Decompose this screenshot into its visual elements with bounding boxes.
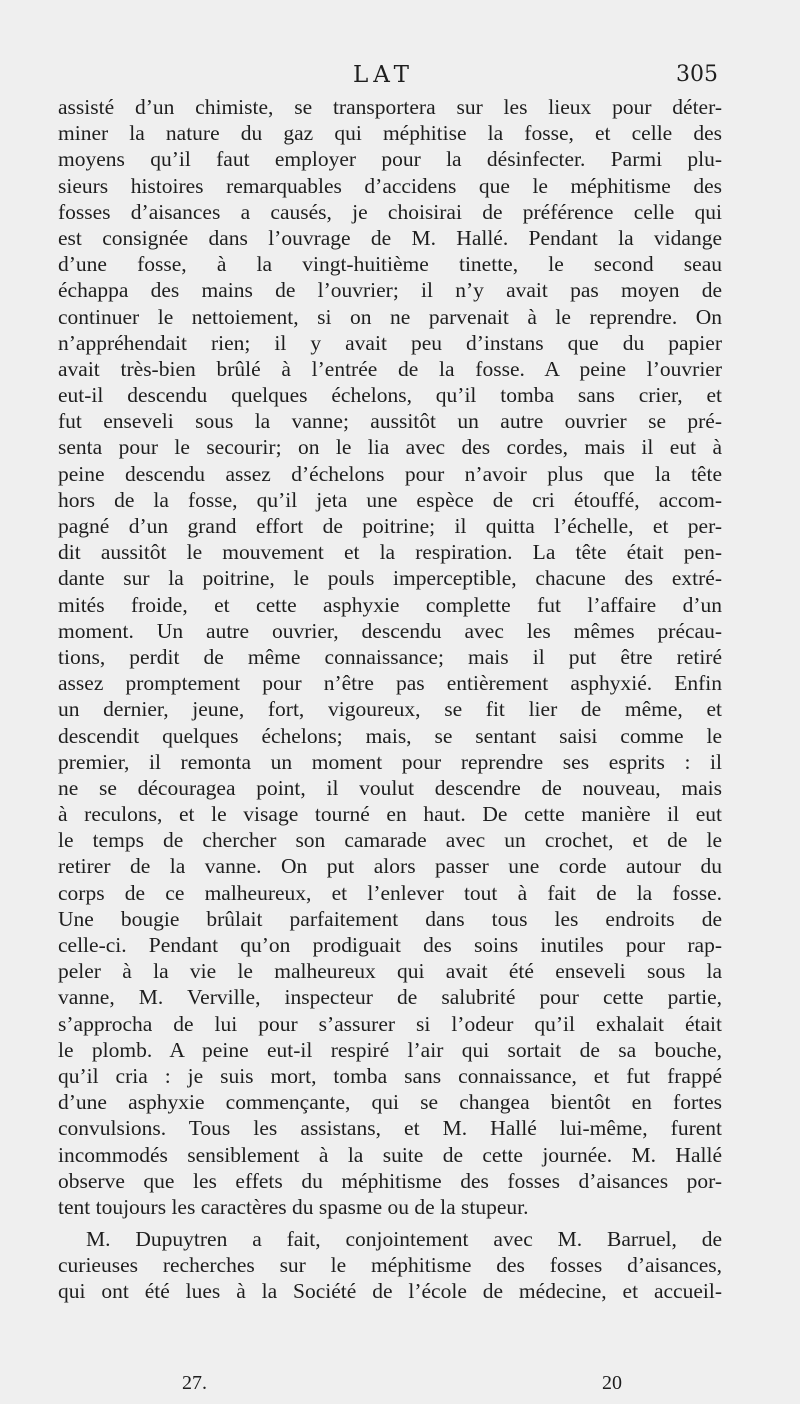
text-line: curieuses recherches sur le méphitisme des fosses d’aisances, [58,1253,722,1278]
text-line: pagné d’un grand effort de poitrine; il quitta l’échelle, et per- [58,514,722,538]
text-line: n’appréhendait rien; il y avait peu d’instans que du papier [58,330,722,355]
text-line: Une bougie brûlait parfaitement dans tous les endroits de [58,906,722,931]
text-line: d’une asphyxie commençante, qui se changea bientôt en fortes [58,1090,722,1115]
running-head-title: LAT [353,62,414,88]
page-number: 305 [676,62,718,87]
text-line: dante sur la poitrine, le pouls imperceptible, chacune des extré- [58,566,722,591]
text-line: descendit quelques échelons; mais, se sentant saisi comme le [58,723,722,748]
text-line: assez promptement pour n’être pas entièrement asphyxié. Enfin [58,671,722,696]
running-head [0,62,800,92]
text-line: hors de la fosse, qu’il jeta une espèce de cri étouffé, accom- [58,487,722,512]
text-line: sieurs histoires remarquables d’accidens que le méphitisme des [58,173,722,198]
text-line: mités froide, et cette asphyxie complette fut l’affaire d’un [58,592,722,617]
text-line: eut-il descendu quelques échelons, qu’il tomba sans crier, et [58,383,722,408]
text-line: peler à la vie le malheureux qui avait été enseveli sous la [58,959,722,984]
text-line: observe que les effets du méphitisme des fosses d’aisances por- [58,1168,722,1193]
text-line: qu’il cria : je suis mort, tomba sans connaissance, et fut frappé [58,1063,722,1088]
text-line: retirer de la vanne. On put alors passer une corde autour du [58,854,722,879]
text-line: un dernier, jeune, fort, vigoureux, se fit lier de même, et [58,697,722,722]
text-line: moyens qu’il faut employer pour la désinfecter. Parmi plu- [58,147,722,172]
body-text [58,94,722,1305]
text-line: senta pour le secourir; on le lia avec des cordes, mais il eut à [58,435,722,460]
text-line: continuer le nettoiement, si on ne parvenait à le reprendre. On [58,304,722,329]
paragraph [58,94,722,1220]
text-line: le plomb. A peine eut-il respiré l’air qui sortait de sa bouche, [58,1037,722,1062]
text-line: M. Dupuytren a fait, conjointement avec M. Barruel, de [86,1227,722,1252]
text-line: ne se découragea point, il voulut descendre de nouveau, mais [58,775,722,800]
text-line: fut enseveli sous la vanne; aussitôt un autre ouvrier se pré- [58,409,722,434]
text-line: d’une fosse, à la vingt-huitième tinette, le second seau [58,252,722,277]
text-line: celle-ci. Pendant qu’on prodiguait des soins inutiles pour rap- [58,933,722,957]
text-line: incommodés sensiblement à la suite de cette journée. M. Hallé [58,1142,722,1167]
text-line: qui ont été lues à la Société de l’école de médecine, et accueil- [58,1279,722,1304]
text-line: moment. Un autre ouvrier, descendu avec les mêmes précau- [58,618,722,643]
page-footer [0,1372,800,1398]
text-line: premier, il remonta un moment pour reprendre ses esprits : il [58,749,722,774]
text-line: à reculons, et le visage tourné en haut. De cette manière il eut [58,802,722,827]
text-line: corps de ce malheureux, et l’enlever tout à fait de la fosse. [58,880,722,905]
text-line: le temps de chercher son camarade avec un crochet, et de le [58,828,722,853]
text-line: dit aussitôt le mouvement et la respiration. La tête était pen- [58,540,722,565]
text-line: avait très-bien brûlé à l’entrée de la fosse. A peine l’ouvrier [58,356,722,381]
text-line: miner la nature du gaz qui méphitise la fosse, et celle des [58,121,722,146]
text-line: tent toujours les caractères du spasme ou de la stupeur. [58,1194,529,1219]
gathering-signature: 20 [602,1372,622,1394]
text-line: tions, perdit de même connaissance; mais il put être retiré [58,644,722,669]
text-line: assisté d’un chimiste, se transportera sur les lieux pour déter- [58,95,722,119]
paragraph [58,1226,722,1305]
text-line: fosses d’aisances a causés, je choisirai de préférence celle qui [58,199,722,224]
text-line: convulsions. Tous les assistans, et M. Hallé lui-même, furent [58,1116,722,1141]
text-line: vanne, M. Verville, inspecteur de salubrité pour cette partie, [58,985,722,1010]
text-line: s’approcha de lui pour s’assurer si l’odeur qu’il exhalait était [58,1011,722,1036]
text-line: échappa des mains de l’ouvrier; il n’y avait pas moyen de [58,278,722,303]
volume-signature: 27. [182,1372,207,1394]
text-line: est consignée dans l’ouvrage de M. Hallé. Pendant la vidange [58,225,722,250]
text-line: peine descendu assez d’échelons pour n’avoir plus que la tête [58,461,722,486]
